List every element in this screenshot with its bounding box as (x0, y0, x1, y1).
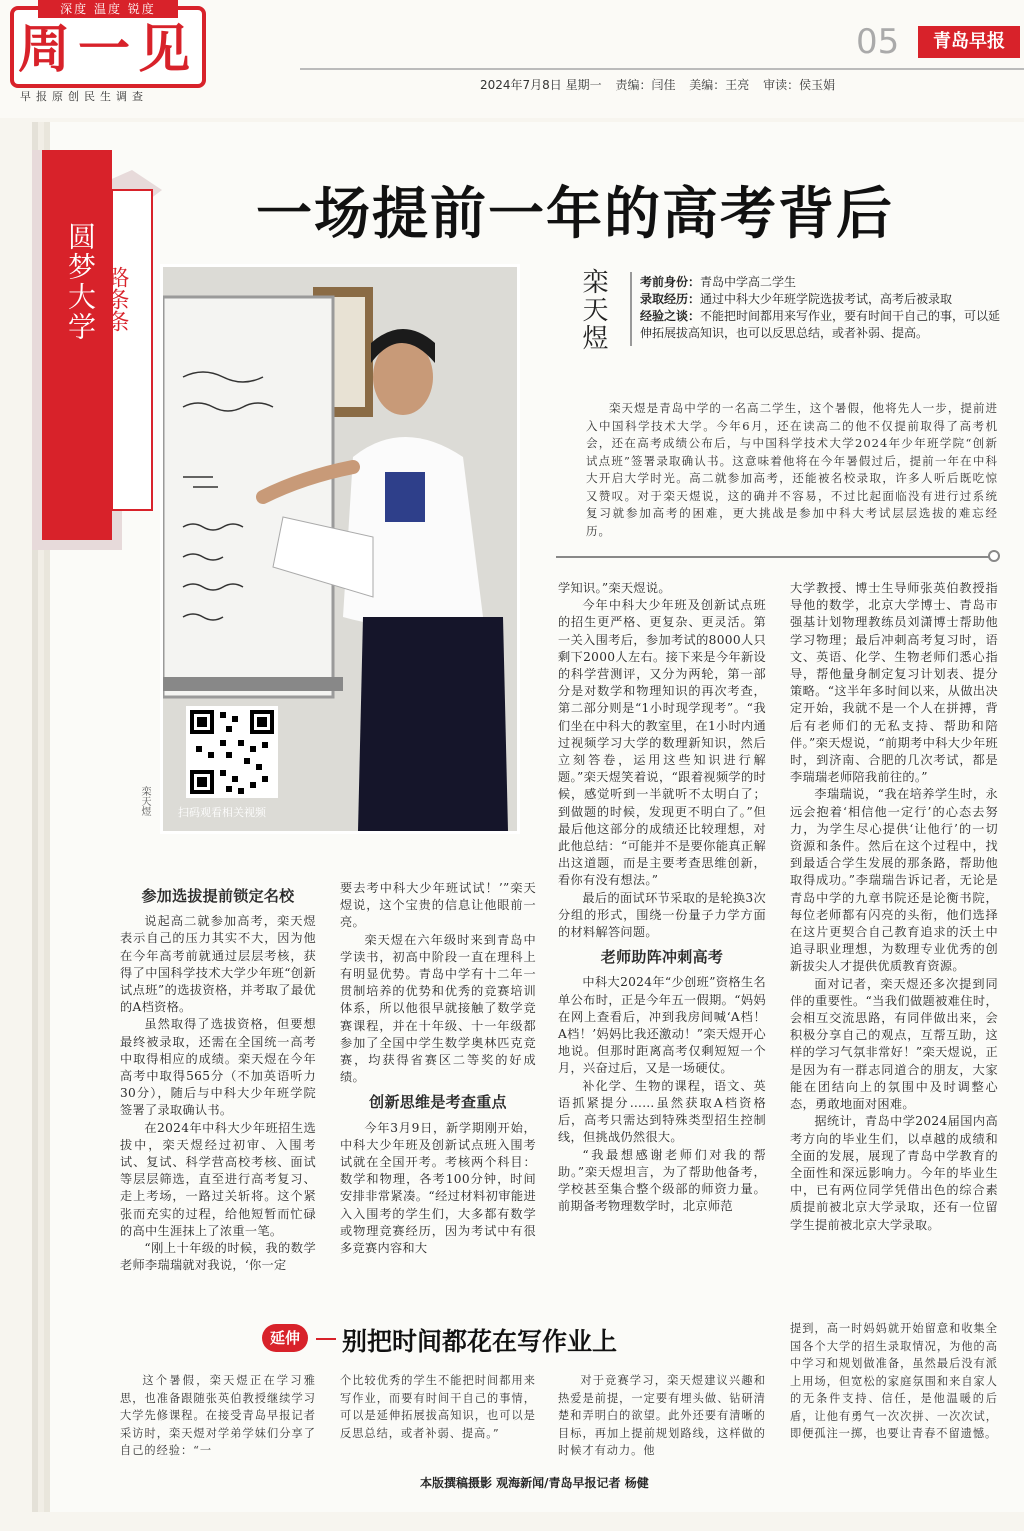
paragraph: 中科大2024年“少创班”资格生名单公布时，正是今年五一假期。“妈妈在网上查看后，冲到我房间喊‘A档！A档！’妈妈比我还激动！”栾天煜开心地说。但那时距离高考仅剩短短一个月，兴奋过后，又是一场硬仗。 (558, 975, 766, 1076)
paragraph: 据统计，青岛中学2024届国内高考方向的毕业生们，以卓越的成绩和全面的发展，展现了青岛中学教育的全面性和深远影响力。今年的毕业生中，已有两位同学凭借出色的综合素质提前被北京大学录取，还有一位留学生提前被北京大学录取。 (790, 1114, 998, 1232)
paragraph: 这个暑假，栾天煜正在学习雅思，也准备跟随张英伯教授继续学习大学先修课程。在接受青岛早报记者采访时，栾天煜对学弟学妹们分享了自己的经验：“一 (120, 1374, 316, 1457)
date-line (470, 76, 1024, 93)
issue-date: 2024年7月8日 星期一 (480, 78, 602, 92)
paragraph: “我最想感谢老师们对我的帮助。”栾天煜坦言，为了帮助他备考，学校甚至集合整个级部的师资力量。前期备考物理数学时，北京师范 (558, 1147, 766, 1214)
qr-code[interactable] (186, 706, 278, 798)
profile-name: 栾天煜 (578, 268, 608, 352)
extension-title: 别把时间都花在写作业上 (342, 1327, 618, 1356)
logo-tagline: 深度 温度 锐度 (38, 0, 178, 18)
intro-paragraph: 栾天煜是青岛中学的一名高二学生，这个暑假，他将先人一步，提前进入中国科学技术大学。今年6月，还在读高二的他不仅提前取得了高考机会，还在高考成绩公布后，与中国科学技术大学2024年少年班学院“创新试点班”签署录取确认书。这意味着他将在今年暑假过后，提前一年在中科大开启大学时光。高二就参加高考，还能被名校录取，许多人听后既吃惊又赞叹。对于栾天煜说，这的确并不容易，不过比起面临没有进行过系统复习就参加高考的困难，更大挑战是参加中科大考试层层选拔的难忘经历。 (586, 401, 998, 538)
column-subname: 路条条 (104, 266, 129, 332)
paragraph: 学知识。”栾天煜说。 (558, 581, 671, 595)
paragraph: 说起高二就参加高考，栾天煜表示自己的压力其实不大，因为他在今年高考前就通过层层考核，获得了中国科学技术大学少年班“创新试点班”的选拔资格，并考取了最优的A档资格。 (120, 914, 316, 1015)
paragraph: 提到，高一时妈妈就开始留意和收集全国各个大学的招生录取情况，为他的高中学习和规划做准备，虽然最后没有派上用场，但宽松的家庭氛围和来自家人的无条件支持、信任，是他温暖的后盾，让他有勇气一次次拼、一次次试，即便孤注一掷，也要让青春不留遗憾。 (790, 1322, 998, 1440)
designer-credit: 美编：王亮 (689, 78, 750, 92)
extension-column-1 (120, 1372, 316, 1460)
extension-column-4 (790, 1320, 998, 1443)
paragraph: 今年3月9日，新学期刚开始，中科大少年班及创新试点班入围考试就在全国开考。考核两个科目：数学和物理，各考100分钟，时间安排非常紧凑。“经过材料初审能进入入围考的学生们，大多都有数学或物理竞赛经历，因为考试中有很多竞赛内容和大 (340, 1120, 536, 1256)
column-ribbon (12, 150, 162, 550)
qr-caption: 扫码观看相关视频 (178, 806, 266, 819)
paragraph: 对于竞赛学习，栾天煜建议兴趣和热爱是前提，一定要有埋头做、钻研清楚和弄明白的欲望。此外还要有清晰的目标，再加上提前规划路线，这样做的时候才有动力。他 (558, 1374, 766, 1457)
paragraph: 李瑞瑞说，“我在培养学生时，永远会抱着‘相信他一定行’的心态去努力，为学生尽心提供‘让他行’的一切资源和条件。然后在这个过程中，找到最适合学生发展的那条路，帮助他取得成功。”李瑞瑞告诉记者，无论是青岛中学的九章书院还是论衡书院，每位老师都有闪亮的头衔，他们选择在这片更契合自己教育追求的沃土中追寻职业理想，为数理专业优秀的创新拔尖人才提供优质教育资源。 (790, 787, 998, 974)
profile-experience: 经验之谈：不能把时间都用来写作业，要有时间干自己的事，可以延伸拓展拔高知识，也可以反思总结，或者补弱、提高。 (640, 309, 1001, 340)
divider-dot (988, 550, 1000, 562)
paragraph: 虽然取得了选拔资格，但要想最终被录取，还需在全国统一高考中取得相应的成绩。栾天煜在今年高考中取得565分（不加英语听力30分），随后与中科大少年班学院签署了录取确认书。 (120, 1017, 316, 1118)
editor-credit: 责编：闫佳 (615, 78, 676, 92)
masthead-divider (300, 68, 1024, 70)
section-heading: 参加选拔提前锁定名校 (141, 887, 295, 905)
headline: 一场提前一年的高考背后 (256, 182, 894, 247)
article-column-4 (790, 580, 998, 1234)
article-column-3 (558, 580, 766, 1215)
paragraph: “刚上十年级的时候，我的数学老师李瑞瑞就对我说，‘你一定 (120, 1241, 316, 1273)
intro-divider (556, 556, 994, 558)
profile-bracket (614, 272, 632, 346)
section-heading: 老师助阵冲刺高考 (600, 948, 724, 967)
paragraph: 今年中科大少年班及创新试点班的招生更严格、更复杂、更灵活。第一关入围考后，参加考试的8000人只剩下2000人左右。接下来是今年新设的科学营测评，又分为两轮，第一部分是对数学和物理知识的再次考查，第二部分则是“1小时现学现考”。“我们坐在中科大的教室里，在1小时内通过视频学习大学的数理新知识，然后立刻答卷，运用这些知识进行解题。”栾天煜笑着说，“跟着视频学的时候，感觉听到一半就听不太明白了；到做题的时候，发现更不明白了。”但最后他这部分的成绩还比较理想，对此他总结：“可能并不是要你能真正解出这道题，而是主要考查思维创新，看你有没有想法。” (558, 598, 766, 888)
paragraph: 在2024年中科大少年班招生选拔中，栾天煜经过初审、入围考试、复试、科学营高校考核、面试等层层筛选，直至进行高考复习、走上考场，一路过关斩将。这个紧张而充实的过程，给他短暂而忙碌的高中生涯抹上了浓重一笔。 (120, 1120, 316, 1238)
paragraph: 要去考中科大少年班试试！’”栾天煜说，这个宝贵的信息让他眼前一亮。 (340, 881, 536, 930)
paragraph: 个比较优秀的学生不能把时间都用来写作业，而要有时间干自己的事情，可以是延伸拓展拔高知识，也可以是反思总结，或者补弱、提高。” (340, 1374, 536, 1440)
profile-admission: 录取经历：通过中科大少年班学院选拔考试，高考后被录取 (640, 292, 953, 306)
profile-identity: 考前身份：青岛中学高二学生 (640, 275, 797, 289)
logo-subtitle: 早报原创民生调查 (20, 90, 148, 103)
article-column-1 (120, 880, 316, 1274)
extension-badge: 延伸 (262, 1324, 308, 1352)
newspaper-name: 青岛早报 (918, 26, 1020, 58)
paragraph: 面对记者，栾天煜还多次提到同伴的重要性。“当我们做题被难住时，会相互交流思路，有同伴做出来，会积极分享自己的观点，互帮互助，这样的学习气氛非常好！”栾天煜说，正是因为有一群志同道合的朋友，大家能在团结向上的氛围中及时调整心态，勇敢地面对困难。 (790, 976, 998, 1112)
paragraph: 最后的面试环节采取的是轮换3次分组的形式，围绕一份量子力学方面的材料解答问题。 (558, 890, 766, 940)
photo-caption: 栾天煜 (139, 786, 150, 816)
paragraph: 大学教授、博士生导师张英伯教授指导他的数学，北京大学博士、青岛市强基计划物理教练员刘潇博士帮助他学习物理；最后冲刺高考复习时，语文、英语、化学、生物老师们悉心指导，帮他量身制定复习计划表、提分策略。“这半年多时间以来，从做出决定开始，我就不是一个人在拼搏，背后有老师们的无私支持、帮助和陪伴。”栾天煜说，“前期考中科大少年班时，到济南、合肥的几次考试，都是李瑞瑞老师陪我前往的。” (790, 581, 998, 785)
reviewer-credit: 审读：侯玉娟 (763, 78, 836, 92)
byline: 本版撰稿摄影 观海新闻/青岛早报记者 杨健 (420, 1476, 649, 1490)
paragraph: 栾天煜在六年级时来到青岛中学读书，初高中阶段一直在理科上有明显优势。青岛中学有十二年一贯制培养的优势和优秀的竞赛培训体系，所以他很早就接触了数学竞赛课程，并在十年级、十一年级都参加了全国中学生数学奥林匹克竞赛，均获得省赛区二等奖的好成绩。 (340, 932, 536, 1085)
extension-column-2 (340, 1372, 536, 1442)
extension-rule (316, 1338, 336, 1340)
column-name: 圆梦大学 (64, 222, 97, 342)
article-column-2 (340, 880, 536, 1257)
section-heading: 创新思维是考查重点 (369, 1093, 507, 1112)
extension-column-3 (558, 1372, 766, 1460)
page-number: 05 (856, 22, 900, 62)
logo-title: 周一见 (18, 20, 199, 80)
paragraph: 补化学、生物的课程，语文、英语抓紧提分……虽然获取A档资格后，高考只需达到特殊类型招生控制线，但挑战仍然很大。 (558, 1078, 766, 1145)
